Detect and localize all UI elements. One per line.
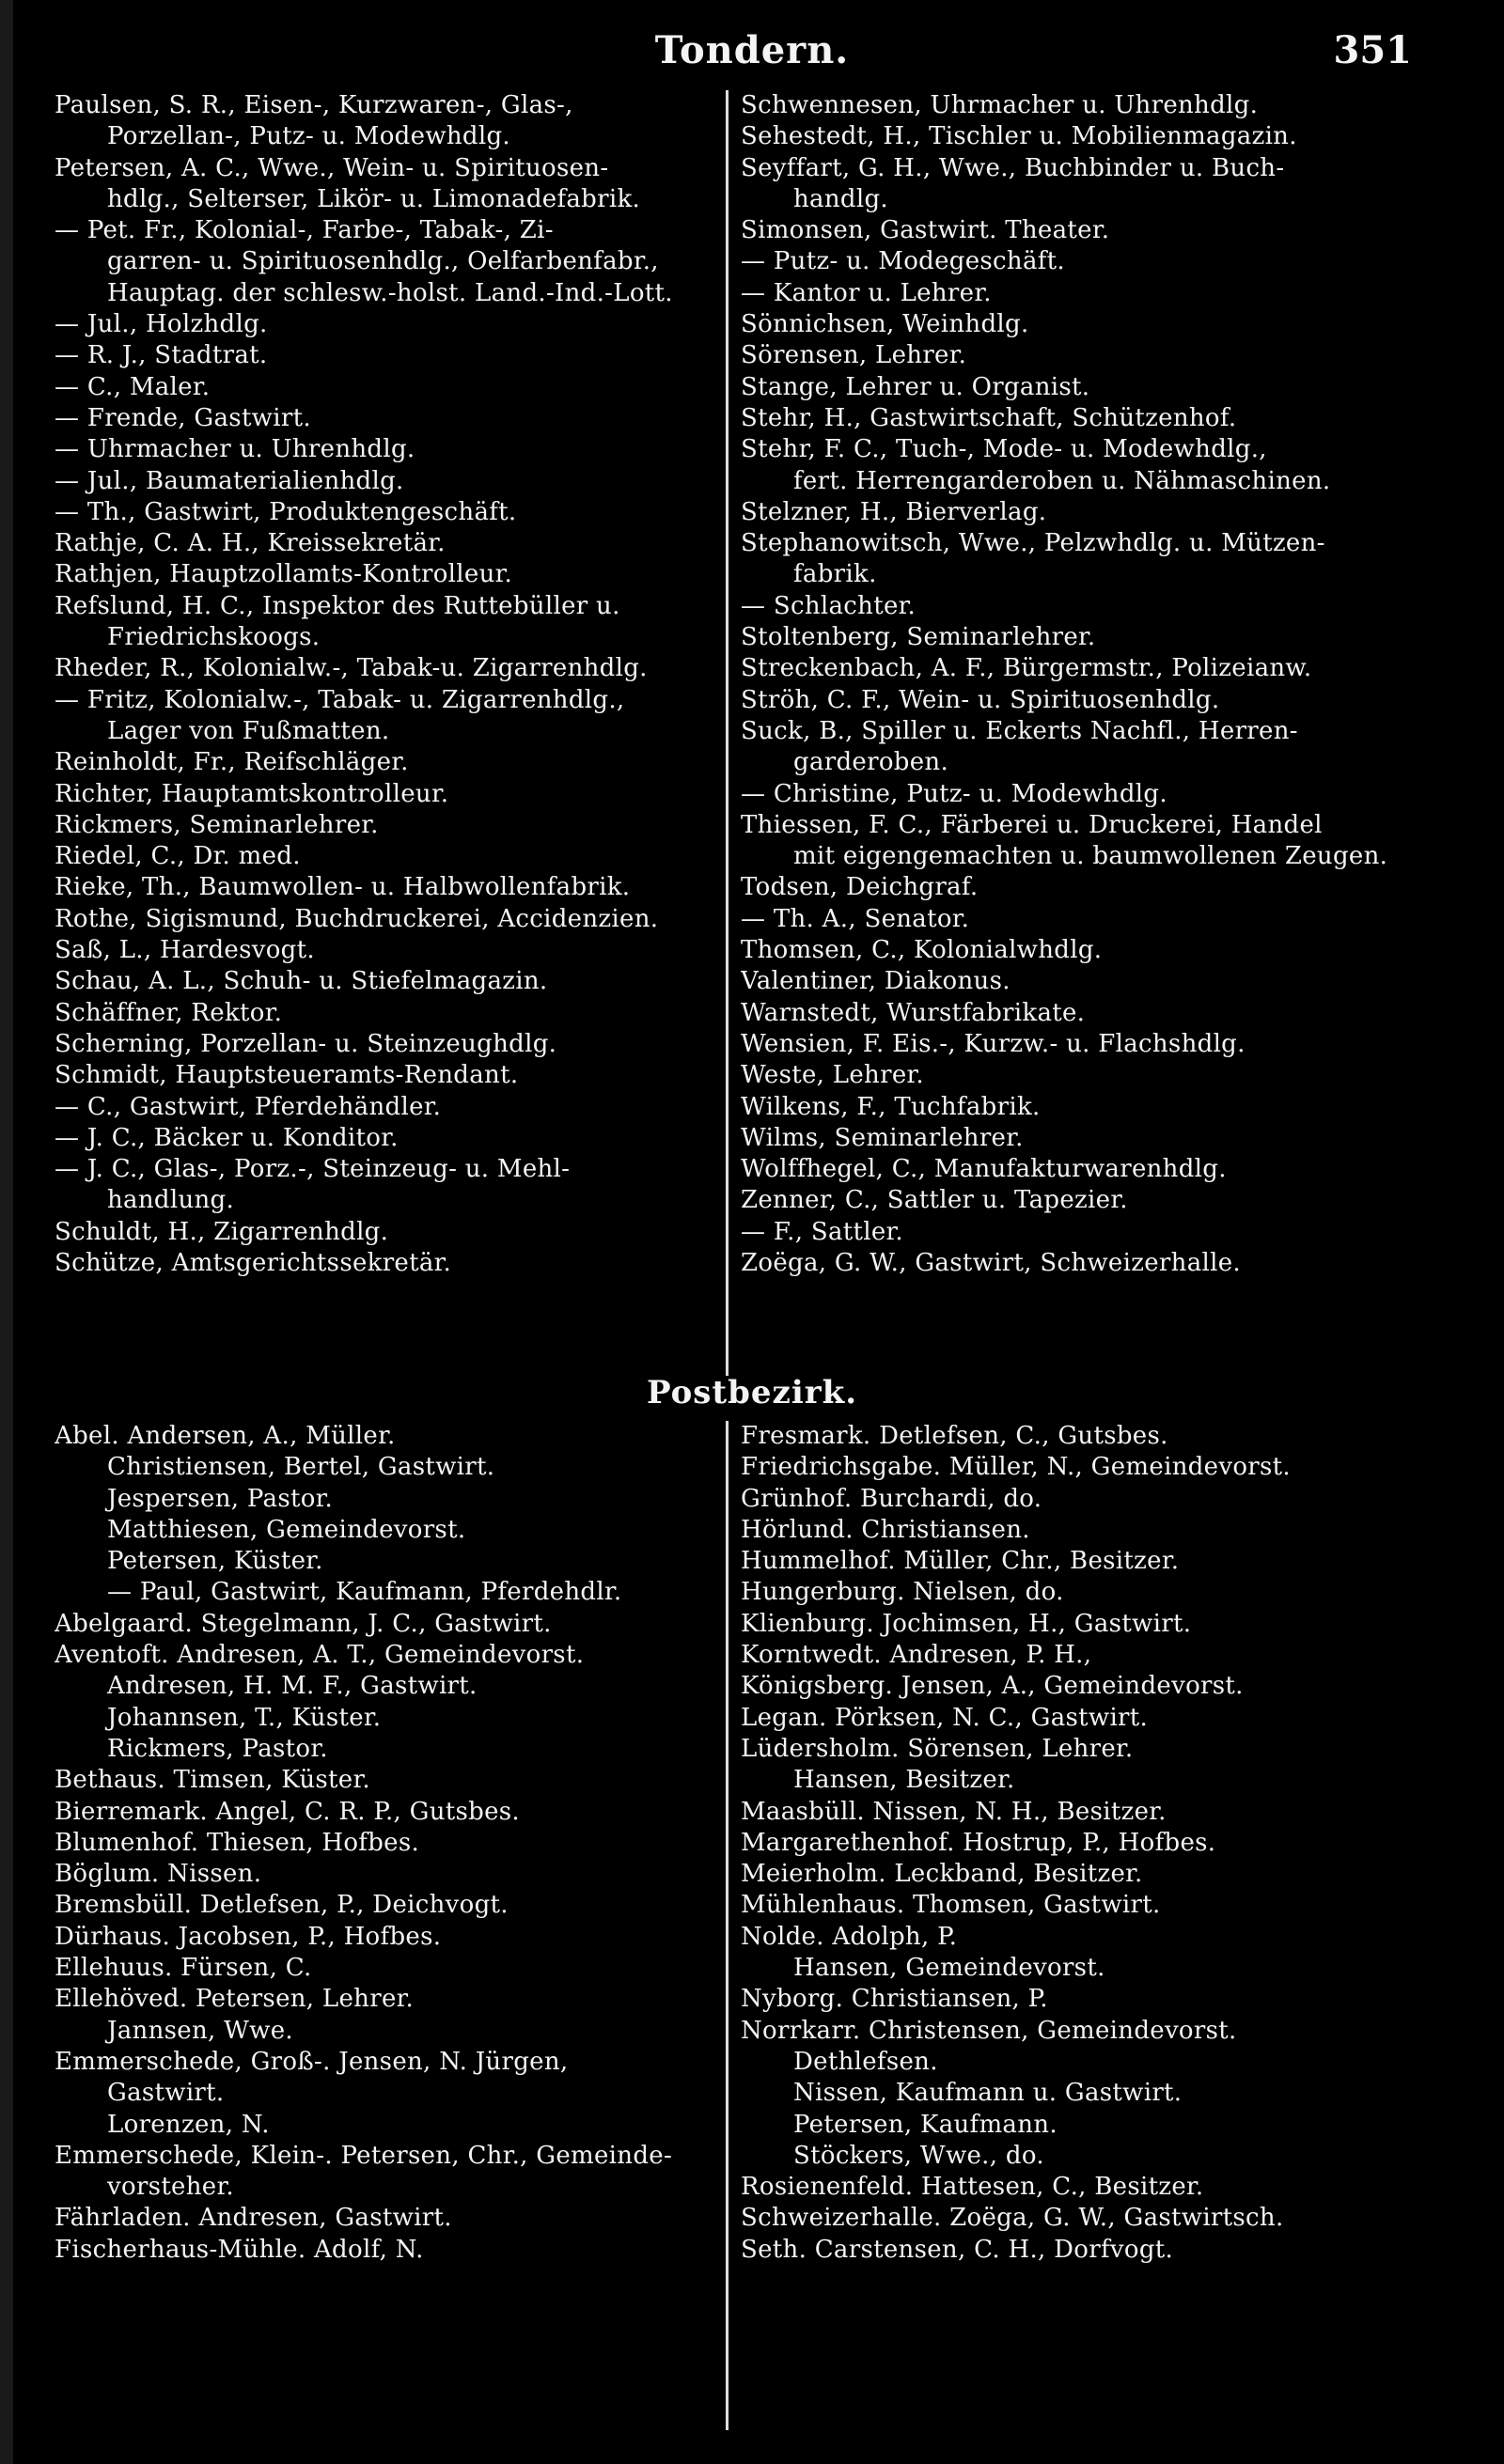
directory-entry: Saß, L., Hardesvogt.	[55, 936, 315, 965]
directory-entry: Fährladen. Andresen, Gastwirt.	[55, 2204, 452, 2233]
directory-entry: hdlg., Selterser, Likör- u. Limonadefabrik.	[107, 184, 641, 213]
directory-entry: Wolffhegel, C., Manufakturwarenhdlg.	[741, 1155, 1227, 1184]
directory-entry: Reinholdt, Fr., Reifschläger.	[55, 748, 409, 777]
directory-entry: Emmerschede, Groß-. Jensen, N. Jürgen,	[55, 2047, 569, 2076]
directory-entry: Zoëga, G. W., Gastwirt, Schweizerhalle.	[741, 1248, 1241, 1277]
directory-entry: handlg.	[793, 184, 888, 213]
directory-entry: Ellehuus. Fürsen, C.	[55, 1954, 312, 1983]
directory-entry: Scherning, Porzellan- u. Steinzeughdlg.	[55, 1029, 557, 1058]
directory-entry: Margarethenhof. Hostrup, P., Hofbes.	[741, 1828, 1216, 1857]
directory-entry: — Jul., Baumaterialienhdlg.	[55, 466, 404, 495]
directory-entry: Christiensen, Bertel, Gastwirt.	[107, 1453, 495, 1482]
directory-entry: Nolde. Adolph, P.	[741, 1922, 958, 1951]
directory-entry: Rathjen, Hauptzollamts-Kontrolleur.	[55, 560, 513, 589]
directory-entry: Hummelhof. Müller, Chr., Besitzer.	[741, 1547, 1180, 1576]
directory-entry: — Uhrmacher u. Uhrenhdlg.	[55, 435, 415, 464]
directory-entry: Matthiesen, Gemeindevorst.	[107, 1515, 466, 1544]
directory-entry: Friedrichsgabe. Müller, N., Gemeindevorst.	[741, 1453, 1291, 1482]
directory-entry: Abelgaard. Stegelmann, J. C., Gastwirt.	[55, 1609, 552, 1638]
directory-entry: Abel. Andersen, A., Müller.	[55, 1422, 396, 1450]
directory-entry: Jannsen, Wwe.	[107, 2016, 293, 2045]
directory-entry: — C., Maler.	[55, 372, 211, 401]
directory-entry: fabrik.	[793, 560, 877, 589]
directory-entry: Stehr, F. C., Tuch-, Mode- u. Modewhdlg.,	[741, 435, 1267, 464]
directory-entry: — Frende, Gastwirt.	[55, 403, 311, 432]
directory-entry: — Putz- u. Modegeschäft.	[741, 247, 1065, 276]
page-edge	[0, 0, 13, 2464]
column-bottom-right	[741, 1421, 1406, 2266]
directory-entry: Thiessen, F. C., Färberei u. Druckerei, Handel	[741, 810, 1323, 839]
directory-entry: Rosienenfeld. Hattesen, C., Besitzer.	[741, 2173, 1204, 2202]
running-title: Tondern.	[654, 28, 850, 72]
directory-entry: Rothe, Sigismund, Buchdruckerei, Accidenzien.	[55, 904, 659, 933]
directory-entry: — J. C., Glas-, Porz.-, Steinzeug- u. Mehl-	[55, 1155, 571, 1184]
directory-entry: Schwennesen, Uhrmacher u. Uhrenhdlg.	[741, 91, 1259, 119]
column-bottom-left	[55, 1421, 720, 2266]
directory-entry: Hauptag. der schlesw.-holst. Land.-Ind.-Lott.	[107, 278, 673, 307]
directory-entry: Warnstedt, Wurstfabrikate.	[741, 998, 1086, 1027]
directory-entry: Richter, Hauptamtskontrolleur.	[55, 779, 449, 808]
page-number: 351	[1333, 28, 1412, 72]
directory-entry: Rickmers, Seminarlehrer.	[55, 810, 379, 839]
directory-entry: Stöckers, Wwe., do.	[793, 2141, 1044, 2170]
directory-entry: Suck, B., Spiller u. Eckerts Nachfl., Herren-	[741, 716, 1298, 745]
column-top-right	[741, 90, 1406, 1279]
directory-entry: Refslund, H. C., Inspektor des Ruttebüller u.	[55, 591, 620, 620]
directory-entry: Nyborg. Christiansen, P.	[741, 1985, 1048, 2014]
directory-entry: Bierremark. Angel, C. R. P., Gutsbes.	[55, 1797, 520, 1826]
directory-entry: Ströh, C. F., Wein- u. Spirituosenhdlg.	[741, 685, 1220, 714]
page-header	[0, 21, 1504, 73]
directory-entry: Zenner, C., Sattler u. Tapezier.	[741, 1186, 1128, 1215]
directory-entry: Sörensen, Lehrer.	[741, 341, 967, 370]
directory-entry: Hansen, Gemeindevorst.	[793, 1954, 1105, 1983]
section-title: Postbezirk.	[646, 1374, 858, 1411]
directory-entry: garderoben.	[793, 748, 949, 777]
directory-entry: Schweizerhalle. Zoëga, G. W., Gastwirtsch.	[741, 2204, 1284, 2233]
directory-entry: Seyffart, G. H., Wwe., Buchbinder u. Buch-	[741, 153, 1285, 182]
directory-entry: Böglum. Nissen.	[55, 1860, 262, 1889]
directory-entry: Wensien, F. Eis.-, Kurzw.- u. Flachshdlg.	[741, 1029, 1246, 1058]
directory-entry: Schmidt, Hauptsteueramts-Rendant.	[55, 1061, 519, 1090]
directory-entry: — Schlachter.	[741, 591, 916, 620]
directory-entry: — R. J., Stadtrat.	[55, 341, 268, 370]
directory-entry: Riedel, C., Dr. med.	[55, 842, 301, 871]
directory-entry: Nissen, Kaufmann u. Gastwirt.	[793, 2079, 1183, 2108]
directory-entry: Emmerschede, Klein-. Petersen, Chr., Gemeinde-	[55, 2141, 673, 2170]
directory-entry: vorsteher.	[107, 2173, 234, 2202]
directory-entry: Simonsen, Gastwirt. Theater.	[741, 216, 1110, 245]
directory-entry: Hungerburg. Nielsen, do.	[741, 1578, 1064, 1607]
directory-entry: Sehestedt, H., Tischler u. Mobilienmagazin.	[741, 122, 1297, 151]
directory-entry: handlung.	[107, 1186, 235, 1215]
directory-entry: Legan. Pörksen, N. C., Gastwirt.	[741, 1703, 1149, 1732]
column-top-left	[55, 90, 720, 1279]
directory-entry: Lorenzen, N.	[107, 2110, 270, 2139]
directory-entry: — Th. A., Senator.	[741, 904, 970, 933]
directory-entry: mit eigengemachten u. baumwollenen Zeugen.	[793, 842, 1388, 871]
directory-entry: Jespersen, Pastor.	[107, 1484, 334, 1513]
directory-entry: — Th., Gastwirt, Produktengeschäft.	[55, 497, 517, 526]
directory-entry: Stehr, H., Gastwirtschaft, Schützenhof.	[741, 403, 1237, 432]
directory-entry: — Christine, Putz- u. Modewhdlg.	[741, 779, 1167, 808]
directory-entry: Bremsbüll. Detlefsen, P., Deichvogt.	[55, 1891, 509, 1920]
directory-entry: — Pet. Fr., Kolonial-, Farbe-, Tabak-, Zi-	[55, 216, 554, 245]
directory-entry: — Paul, Gastwirt, Kaufmann, Pferdehdlr.	[107, 1578, 622, 1607]
directory-entry: Paulsen, S. R., Eisen-, Kurzwaren-, Glas-,	[55, 91, 573, 119]
directory-entry: Schuldt, H., Zigarrenhdlg.	[55, 1217, 389, 1246]
directory-entry: Schau, A. L., Schuh- u. Stiefelmagazin.	[55, 967, 548, 996]
directory-entry: Königsberg. Jensen, A., Gemeindevorst.	[741, 1672, 1244, 1701]
directory-entry: Stelzner, H., Bierverlag.	[741, 497, 1047, 526]
directory-entry: Petersen, Kaufmann.	[793, 2110, 1058, 2139]
directory-entry: Petersen, Küster.	[107, 1547, 323, 1576]
directory-entry: Wilkens, F., Tuchfabrik.	[741, 1092, 1041, 1121]
directory-entry: Hörlund. Christiansen.	[741, 1515, 1030, 1544]
directory-entry: Rieke, Th., Baumwollen- u. Halbwollenfabrik.	[55, 873, 631, 902]
directory-entry: Gastwirt.	[107, 2079, 225, 2108]
directory-entry: Meierholm. Leckband, Besitzer.	[741, 1860, 1143, 1889]
directory-entry: Lager von Fußmatten.	[107, 716, 390, 745]
directory-entry: Grünhof. Burchardi, do.	[741, 1484, 1042, 1513]
directory-entry: Lüdersholm. Sörensen, Lehrer.	[741, 1734, 1134, 1763]
directory-entry: Weste, Lehrer.	[741, 1061, 924, 1090]
directory-entry: Bethaus. Timsen, Küster.	[55, 1766, 370, 1795]
directory-entry: Stange, Lehrer u. Organist.	[741, 372, 1090, 401]
directory-entry: Schäffner, Rektor.	[55, 998, 283, 1027]
directory-entry: Stoltenberg, Seminarlehrer.	[741, 623, 1096, 652]
directory-entry: Mühlenhaus. Thomsen, Gastwirt.	[741, 1891, 1161, 1920]
directory-entry: Rathje, C. A. H., Kreissekretär.	[55, 529, 446, 558]
directory-entry: garren- u. Spirituosenhdlg., Oelfarbenfabr.,	[107, 247, 659, 276]
column-divider-top	[726, 90, 728, 1376]
directory-entry: Aventoft. Andresen, A. T., Gemeindevorst.	[55, 1641, 585, 1670]
directory-entry: Dethlefsen.	[793, 2047, 938, 2076]
directory-entry: Petersen, A. C., Wwe., Wein- u. Spirituosen-	[55, 153, 609, 182]
directory-entry: Blumenhof. Thiesen, Hofbes.	[55, 1828, 420, 1857]
directory-entry: Streckenbach, A. F., Bürgermstr., Polizeianw.	[741, 654, 1312, 683]
directory-entry: — J. C., Bäcker u. Konditor.	[55, 1123, 399, 1152]
directory-entry: Norrkarr. Christensen, Gemeindevorst.	[741, 2016, 1237, 2045]
column-divider-bottom	[726, 1421, 728, 2430]
directory-entry: Dürhaus. Jacobsen, P., Hofbes.	[55, 1922, 442, 1951]
directory-entry: Wilms, Seminarlehrer.	[741, 1123, 1024, 1152]
directory-entry: Rickmers, Pastor.	[107, 1734, 328, 1763]
directory-entry: Klienburg. Jochimsen, H., Gastwirt.	[741, 1609, 1192, 1638]
directory-entry: — Kantor u. Lehrer.	[741, 278, 992, 307]
directory-entry: Maasbüll. Nissen, N. H., Besitzer.	[741, 1797, 1167, 1826]
directory-entry: Schütze, Amtsgerichtssekretär.	[55, 1248, 452, 1277]
directory-entry: Rheder, R., Kolonialw.-, Tabak-u. Zigarrenhdlg.	[55, 654, 648, 683]
directory-entry: — F., Sattler.	[741, 1217, 903, 1246]
directory-entry: Johannsen, T., Küster.	[107, 1703, 382, 1732]
directory-entry: Sönnichsen, Weinhdlg.	[741, 310, 1029, 339]
directory-entry: — Jul., Holzhdlg.	[55, 310, 268, 339]
directory-entry: fert. Herrengarderoben u. Nähmaschinen.	[793, 466, 1331, 495]
directory-entry: Stephanowitsch, Wwe., Pelzwhdlg. u. Mützen-	[741, 529, 1325, 558]
directory-entry: Hansen, Besitzer.	[793, 1766, 1015, 1795]
directory-entry: Valentiner, Diakonus.	[741, 967, 1010, 996]
directory-entry: Porzellan-, Putz- u. Modewhdlg.	[107, 122, 510, 151]
directory-entry: — C., Gastwirt, Pferdehändler.	[55, 1092, 442, 1121]
directory-entry: Andresen, H. M. F., Gastwirt.	[107, 1672, 478, 1701]
directory-entry: Fresmark. Detlefsen, C., Gutsbes.	[741, 1422, 1168, 1450]
directory-entry: Todsen, Deichgraf.	[741, 873, 979, 902]
directory-entry: Fischerhaus-Mühle. Adolf, N.	[55, 2235, 424, 2264]
directory-entry: Korntwedt. Andresen, P. H.,	[741, 1641, 1092, 1670]
directory-entry: Ellehöved. Petersen, Lehrer.	[55, 1985, 415, 2014]
directory-entry: Seth. Carstensen, C. H., Dorfvogt.	[741, 2235, 1174, 2264]
directory-entry: Thomsen, C., Kolonialwhdlg.	[741, 936, 1103, 965]
directory-entry: — Fritz, Kolonialw.-, Tabak- u. Zigarrenhdlg.,	[55, 685, 625, 714]
directory-entry: Friedrichskoogs.	[107, 623, 321, 652]
